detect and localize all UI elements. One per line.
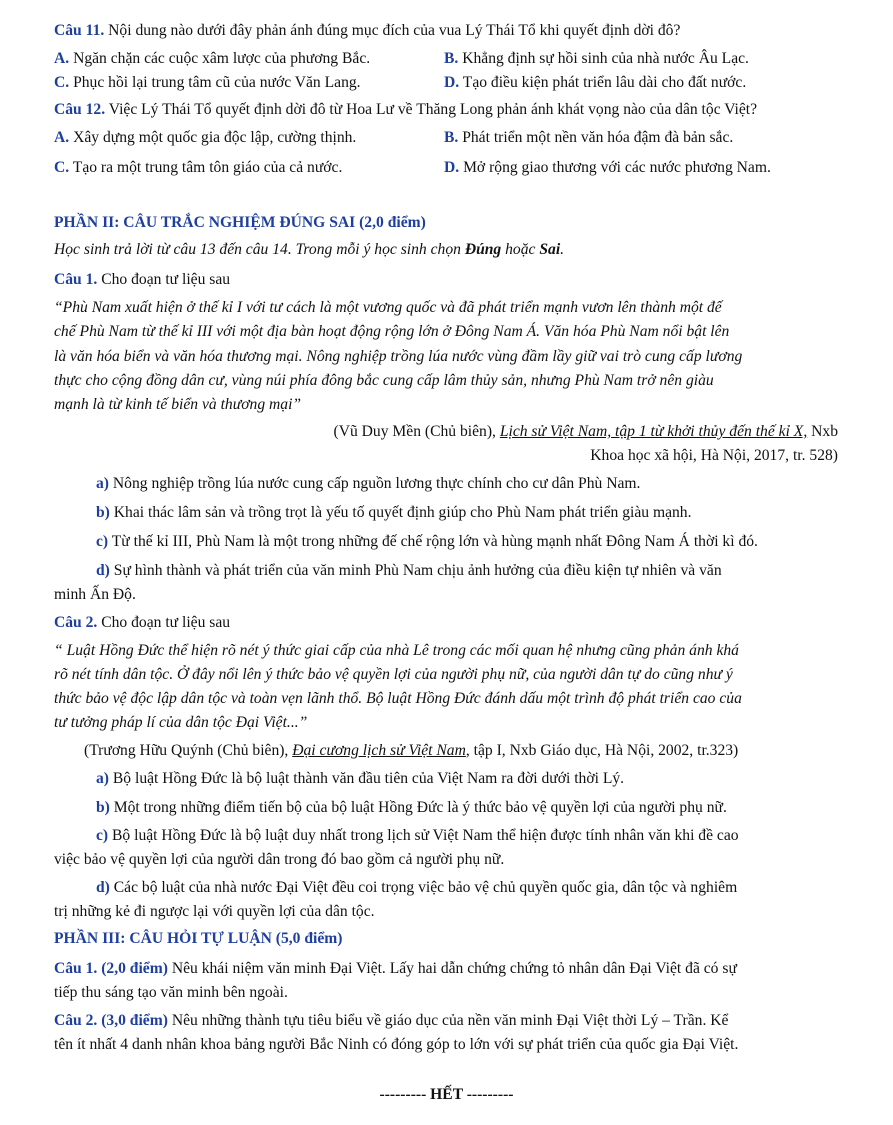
- part2-instructions: Học sinh trả lời từ câu 13 đến câu 14. Trong mỗi ý học sinh chọn Đúng hoặc Sai.: [54, 241, 565, 258]
- part2-c2-item-d: d) Các bộ luật của nhà nước Đại Việt đều coi trọng việc bảo vệ chủ quyền quốc gia, dân tộc và nghiêm: [96, 879, 738, 896]
- part2-c1-item-b: b) Khai thác lâm sản và trồng trọt là yếu tố quyết định giúp cho Phù Nam phát triển giàu mạnh.: [96, 504, 692, 521]
- q11-label: Câu 11.: [54, 22, 105, 39]
- q12-label: Câu 12.: [54, 101, 106, 118]
- part2-c2-quote-line: “ Luật Hồng Đức thể hiện rõ nét ý thức giai cấp của nhà Lê trong các mối quan hệ nhưng cũng phản ánh khá: [54, 642, 739, 659]
- part2-heading: PHẦN II: CÂU TRẮC NGHIỆM ĐÚNG SAI (2,0 điểm): [54, 214, 426, 231]
- q12-option-d: D. Mở rộng giao thương với các nước phương Nam.: [444, 159, 771, 176]
- part3-heading: PHẦN III: CÂU HỎI TỰ LUẬN (5,0 điểm): [54, 930, 343, 947]
- part3-c1: Câu 1. (2,0 điểm) Nêu khái niệm văn minh Đại Việt. Lấy hai dẫn chứng chứng tỏ nhân dân Đại Việt đã có sự: [54, 960, 737, 977]
- part2-c1-quote-line: “Phù Nam xuất hiện ở thế kỉ I với tư cách là một vương quốc và đã phát triển mạnh vươn lên thành một đế: [54, 299, 722, 316]
- part2-c1-stem: Câu 1. Cho đoạn tư liệu sau: [54, 271, 231, 288]
- q12-stem: Câu 12. Việc Lý Thái Tổ quyết định dời đô từ Hoa Lư về Thăng Long phản ánh khát vọng nào của dân tộc Việt?: [54, 101, 758, 118]
- part2-c2-quote-line: rõ nét tính dân tộc. Ở đây nổi lên ý thức bảo vệ quyền lợi của người phụ nữ, của người dân tự do cũng như ý: [54, 666, 733, 683]
- q11-option-a: A. Ngăn chặn các cuộc xâm lược của phương Bắc.: [54, 50, 371, 67]
- part2-c1-source-line2: Khoa học xã hội, Hà Nội, 2017, tr. 528): [590, 447, 838, 464]
- part3-c2: Câu 2. (3,0 điểm) Nêu những thành tựu tiêu biểu về giáo dục của nền văn minh Đại Việt thời Lý – Trần. Kể: [54, 1012, 729, 1029]
- part3-c1-cont: tiếp thu sáng tạo văn minh bên ngoài.: [54, 984, 288, 1001]
- part2-c2-item-a: a) Bộ luật Hồng Đức là bộ luật thành văn đầu tiên của Việt Nam ra đời dưới thời Lý.: [96, 770, 625, 787]
- part3-c2-cont: tên ít nhất 4 danh nhân khoa bảng người Bắc Ninh có đóng góp to lớn với sự phát triển của quốc gia Đại Việt.: [54, 1036, 739, 1053]
- q12-option-b: B. Phát triển một nền văn hóa đậm đà bản sắc.: [444, 129, 734, 146]
- q11-option-d: D. Tạo điều kiện phát triển lâu dài cho đất nước.: [444, 74, 747, 91]
- q11-stem: Câu 11. Nội dung nào dưới đây phản ánh đúng mục đích của vua Lý Thái Tổ khi quyết định dời đô?: [54, 22, 681, 39]
- part2-c1-quote-line: mạnh là từ kinh tế biển và thương mại”: [54, 396, 302, 413]
- part2-c1-quote-line: thực cho cộng đồng dân cư, vùng núi phía đông bắc cung cấp lâm thủy sản, nhưng Phù Nam trở nên giàu: [54, 372, 714, 389]
- end-marker: --------- HẾT ---------: [379, 1086, 514, 1103]
- q12-option-c: C. Tạo ra một trung tâm tôn giáo của cả nước.: [54, 159, 343, 176]
- part2-c2-quote-line: tư tưởng pháp lí của dân tộc Đại Việt...”: [54, 714, 308, 731]
- part2-c2-source: (Trương Hữu Quýnh (Chủ biên), Đại cương lịch sử Việt Nam, tập I, Nxb Giáo dục, Hà Nội, 2002, tr.323): [84, 742, 739, 759]
- q11-option-c: C. Phục hồi lại trung tâm cũ của nước Văn Lang.: [54, 74, 361, 91]
- part2-c1-source: (Vũ Duy Mền (Chủ biên), Lịch sử Việt Nam, tập 1 từ khởi thủy đến thế kỉ X, Nxb: [333, 423, 838, 440]
- part2-c2-quote-line: thức bảo vệ độc lập dân tộc và toàn vẹn lãnh thổ. Bộ luật Hồng Đức đánh dấu một trình độ phát triển cao của: [54, 690, 742, 707]
- part2-c1-item-c: c) Từ thế kỉ III, Phù Nam là một trong những đế chế rộng lớn và hùng mạnh nhất Đông Nam Á thời kì đó.: [96, 533, 758, 550]
- part2-c1-item-d-cont: minh Ấn Độ.: [54, 586, 136, 603]
- part2-c2-item-b: b) Một trong những điểm tiến bộ của bộ luật Hồng Đức là ý thức bảo vệ quyền lợi của người phụ nữ.: [96, 799, 727, 816]
- part2-c2-stem: Câu 2. Cho đoạn tư liệu sau: [54, 614, 231, 631]
- part2-c1-quote-line: chế Phù Nam từ thế kỉ III với một địa bàn hoạt động rộng lớn ở Đông Nam Á. Văn hóa Phù Nam nổi bật lên: [54, 323, 730, 340]
- part2-c1-item-d: d) Sự hình thành và phát triển của văn minh Phù Nam chịu ảnh hưởng của điều kiện tự nhiên và văn: [96, 562, 722, 579]
- part2-c1-item-a: a) Nông nghiệp trồng lúa nước cung cấp nguồn lương thực chính cho cư dân Phù Nam.: [96, 475, 641, 492]
- part2-c2-item-c: c) Bộ luật Hồng Đức là bộ luật duy nhất trong lịch sử Việt Nam thể hiện được tính nhân văn khi đề cao: [96, 827, 739, 844]
- part2-c2-book-title: Đại cương lịch sử Việt Nam: [292, 742, 466, 759]
- part2-c1-quote-line: là văn hóa biển và văn hóa thương mại. Nông nghiệp trồng lúa nước vùng đầm lầy giữ vai trò cung cấp lương: [54, 348, 743, 365]
- part2-c1-book-title: Lịch sử Việt Nam, tập 1 từ khởi thủy đến thế kỉ X,: [499, 423, 808, 440]
- q12-option-a: A. Xây dựng một quốc gia độc lập, cường thịnh.: [54, 129, 357, 146]
- part2-c2-item-c-cont: việc bảo vệ quyền lợi của người dân trong đó bao gồm cả người phụ nữ.: [54, 851, 505, 868]
- q11-option-b: B. Khẳng định sự hồi sinh của nhà nước Âu Lạc.: [444, 50, 749, 67]
- part2-c2-item-d-cont: trị những kẻ đi ngược lại với quyền lợi của dân tộc.: [54, 903, 375, 920]
